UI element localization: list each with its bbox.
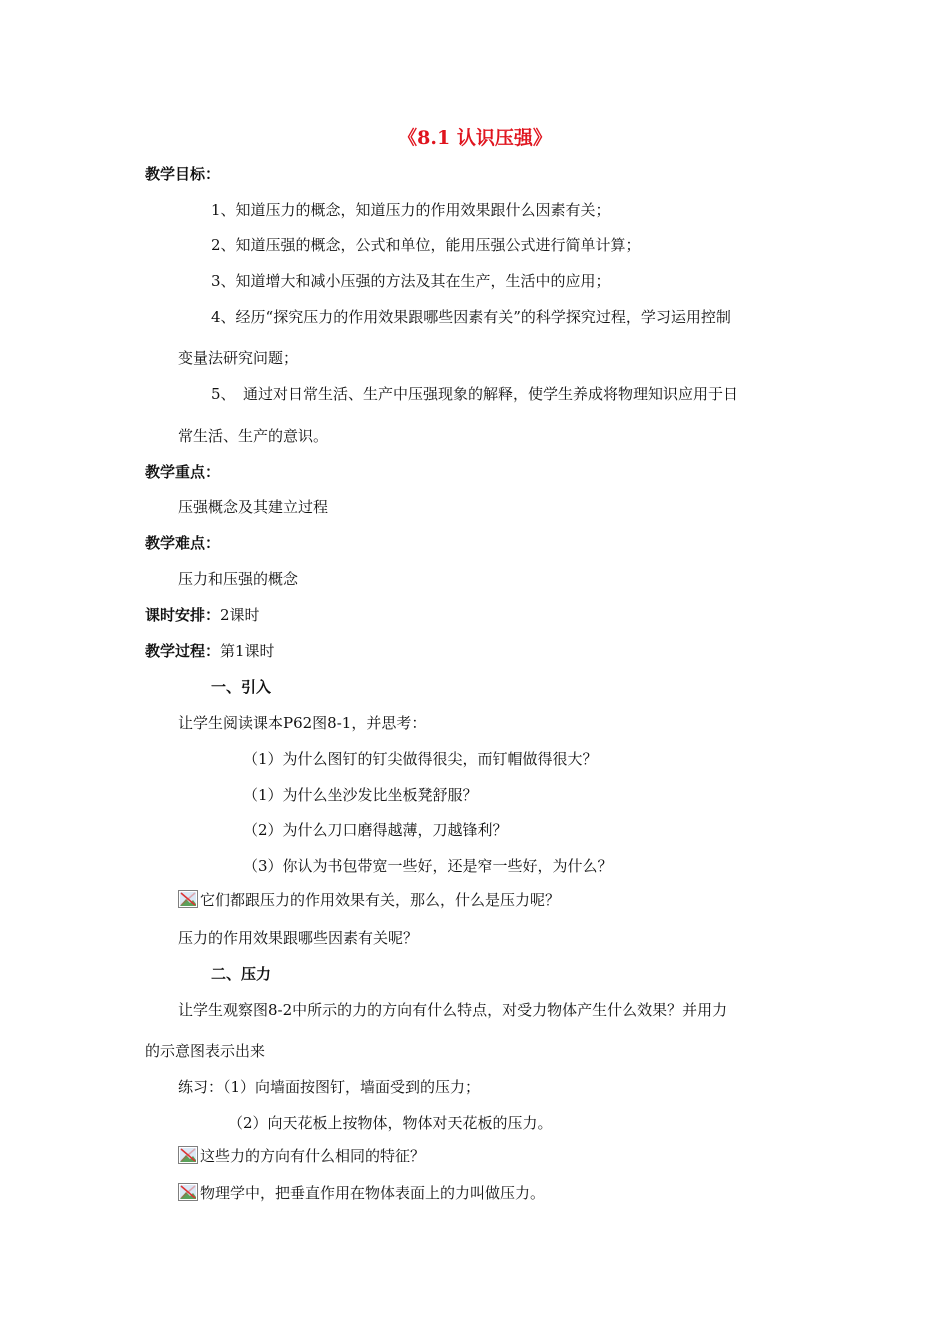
question-item: （2）为什么刀口磨得越薄，刀越锋利？: [243, 821, 508, 839]
difficulty-heading: 教学难点：: [145, 534, 221, 552]
question-item: （3）你认为书包带宽一些好，还是窄一些好，为什么？: [243, 857, 613, 875]
note-line: [178, 1183, 545, 1203]
note-line: [178, 890, 560, 910]
broken-image-icon: [178, 1146, 198, 1164]
section-heading: 二、压力: [211, 965, 272, 983]
schedule-value: 2课时: [220, 606, 260, 624]
process-value: 第1课时: [220, 642, 275, 660]
broken-image-icon: [178, 1183, 198, 1201]
note-text: 物理学中，把垂直作用在物体表面上的力叫做压力。: [200, 1184, 546, 1202]
document-title: 《8.1 认识压强》: [398, 127, 552, 149]
objective-item: 2、知道压强的概念，公式和单位，能用压强公式进行简单计算；: [211, 236, 641, 254]
process-heading: 教学过程：: [145, 642, 221, 660]
note-text: 压力的作用效果跟哪些因素有关呢？: [178, 929, 419, 947]
difficulty-text: 压力和压强的概念: [178, 570, 299, 588]
keypoint-text: 压强概念及其建立过程: [178, 498, 329, 516]
objective-item: 1、知道压力的概念，知道压力的作用效果跟什么因素有关；: [211, 201, 611, 219]
keypoint-heading: 教学重点：: [145, 463, 221, 481]
process-line: [145, 641, 275, 661]
section-heading: 一、引入: [211, 678, 272, 696]
paragraph-text-continued: 的示意图表示出来: [145, 1042, 266, 1060]
broken-image-icon: [178, 890, 198, 908]
exercise-item: （2）向天花板上按物体，物体对天花板的压力。: [228, 1114, 553, 1132]
question-item: （1）为什么图钉的钉尖做得很尖，而钉帽做得很大？: [243, 750, 598, 768]
section-intro: 让学生阅读课本P62图8-1，并思考：: [178, 714, 427, 732]
note-text: 这些力的方向有什么相同的特征？: [200, 1147, 426, 1165]
exercise-item: 练习：（1）向墙面按图钉，墙面受到的压力；: [178, 1078, 481, 1096]
question-item: （1）为什么坐沙发比坐板凳舒服？: [243, 786, 478, 804]
paragraph-text: 让学生观察图8-2中所示的力的方向有什么特点，对受力物体产生什么效果？并用力: [178, 1001, 728, 1019]
objective-item: 4、经历“探究压力的作用效果跟哪些因素有关”的科学探究过程，学习运用控制: [211, 308, 731, 326]
note-line: [178, 1146, 425, 1166]
note-text: 它们都跟压力的作用效果有关，那么，什么是压力呢？: [200, 891, 561, 909]
objective-item-continued: 变量法研究问题；: [178, 349, 299, 367]
objective-item: 5、 通过对日常生活、生产中压强现象的解释，使学生养成将物理知识应用于日: [211, 385, 739, 403]
schedule-heading: 课时安排：: [145, 606, 221, 624]
objectives-heading: 教学目标：: [145, 165, 221, 183]
objective-item: 3、知道增大和减小压强的方法及其在生产，生活中的应用；: [211, 272, 611, 290]
schedule-line: [145, 605, 260, 625]
objective-item-continued: 常生活、生产的意识。: [178, 427, 329, 445]
